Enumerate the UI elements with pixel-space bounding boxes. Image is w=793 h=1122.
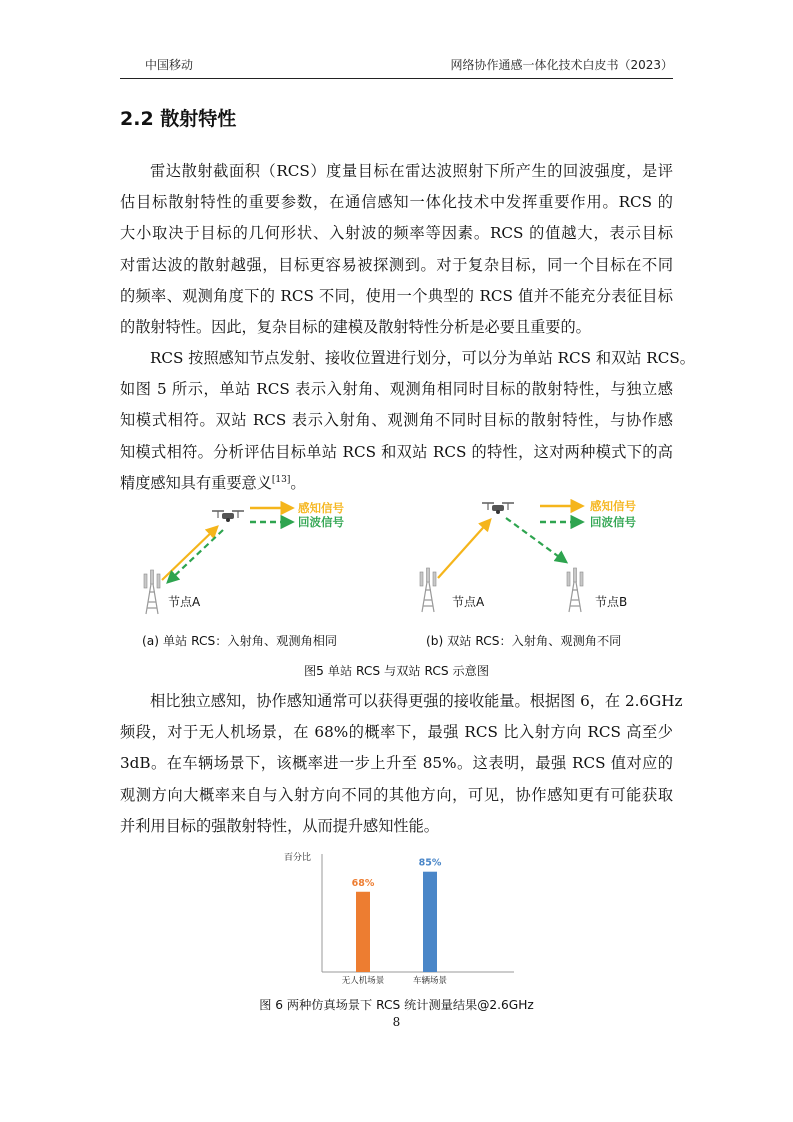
text-line: 相比独立感知，协作感知通常可以获得更强的接收能量。根据图 6，在 2.6GHz (150, 692, 683, 710)
text-line: 大小取决于目标的几何形状、入射波的频率等因素。RCS 的值越大，表示目标 (120, 224, 673, 243)
header-rule (120, 78, 673, 79)
text-line (120, 468, 673, 499)
category-label: 无人机场景 (341, 976, 385, 986)
text-line: 的频率、观测角度下的 RCS 不同，使用一个典型的 RCS 值并不能充分表征目标 (120, 286, 673, 305)
text-line: 如图 5 所示，单站 RCS 表示入射角、观测角相同时目标的散射特性，与独立感 (120, 380, 673, 399)
text-line: RCS 按照感知节点发射、接收位置进行划分，可以分为单站 RCS 和双站 RCS。 (150, 349, 695, 367)
header-org: 中国移动 (145, 58, 194, 72)
legend-echo-label: 回波信号 (298, 515, 344, 529)
drone-icon (212, 511, 244, 522)
legend-sense-label: 感知信号 (298, 501, 344, 515)
text-line: 估目标散射特性的重要参数，在通信感知一体化技术中发挥重要作用。RCS 的 (120, 193, 673, 212)
category-label: 车辆场景 (412, 976, 448, 986)
legend-echo-label: 回波信号 (590, 515, 636, 529)
node-a-label: 节点A (168, 595, 201, 609)
text-line: 雷达散射截面积（RCS）度量目标在雷达波照射下所产生的回波强度，是评 (150, 162, 673, 180)
sense-signal-arrow (162, 527, 217, 580)
last-line-punct: 。 (290, 473, 306, 492)
text-line: 知模式相符。双站 RCS 表示入射角、观测角不同时目标的散射特性，与协作感 (120, 411, 673, 430)
text-line: 3dB。在车辆场景下，该概率进一步上升至 85%。这表明，最强 RCS 值对应的 (120, 754, 673, 773)
section-heading: 2.2 散射特性 (120, 108, 237, 130)
bar-value-label: 68% (351, 877, 375, 889)
text-line: 并利用目标的强散射特性，从而提升感知性能。 (120, 816, 439, 835)
paragraph-cooperative-sensing (120, 686, 683, 842)
figure-5-caption: 图5 单站 RCS 与双站 RCS 示意图 (303, 664, 490, 678)
figure-5a-subcaption: (a) 单站 RCS：入射角、观测角相同 (142, 634, 338, 648)
base-station-icon (144, 570, 160, 614)
base-station-b-icon (567, 568, 583, 612)
figure-6-bar-chart (270, 842, 530, 992)
echo-signal-arrow (506, 518, 566, 562)
page-number: 8 (392, 1015, 401, 1029)
sense-signal-arrow (438, 520, 490, 578)
text-line: 知模式相符。分析评估目标单站 RCS 和双站 RCS 的特性，这对两种模式下的高 (120, 442, 673, 461)
node-b-label: 节点B (595, 595, 628, 609)
paragraph-rcs-definition (120, 156, 673, 343)
bar-drone (356, 892, 370, 972)
node-a-label: 节点A (452, 595, 485, 609)
last-line-text: 精度感知具有重要意义 (120, 473, 272, 492)
drone-icon (482, 503, 514, 514)
base-station-a-icon (420, 568, 436, 612)
text-line: 对雷达波的散射越强，目标更容易被探测到。对于复杂目标，同一个目标在不同 (120, 255, 673, 274)
bar-value-label: 85% (418, 857, 442, 869)
bar-vehicle (423, 872, 437, 972)
paragraph-rcs-classification (120, 343, 695, 499)
echo-signal-arrow (168, 530, 223, 582)
text-line: 的散射特性。因此，复杂目标的建模及散射特性分析是必要且重要的。 (120, 318, 591, 337)
citation-13[interactable]: [13] (271, 474, 291, 485)
text-line: 观测方向大概率来自与入射方向不同的其他方向，可见，协作感知更有可能获取 (120, 785, 673, 804)
legend-sense-label: 感知信号 (590, 499, 636, 513)
text-line: 频段，对于无人机场景，在 68%的概率下，最强 RCS 比入射方向 RCS 高至少 (120, 723, 673, 742)
header-doc-title: 网络协作通感一体化技术白皮书（2023） (450, 58, 673, 72)
chart-ylabel: 百分比 (284, 853, 312, 863)
figure-5b-subcaption: (b) 双站 RCS：入射角、观测角不同 (426, 634, 622, 648)
figure-6-caption: 图 6 两种仿真场景下 RCS 统计测量结果@2.6GHz (259, 998, 534, 1012)
